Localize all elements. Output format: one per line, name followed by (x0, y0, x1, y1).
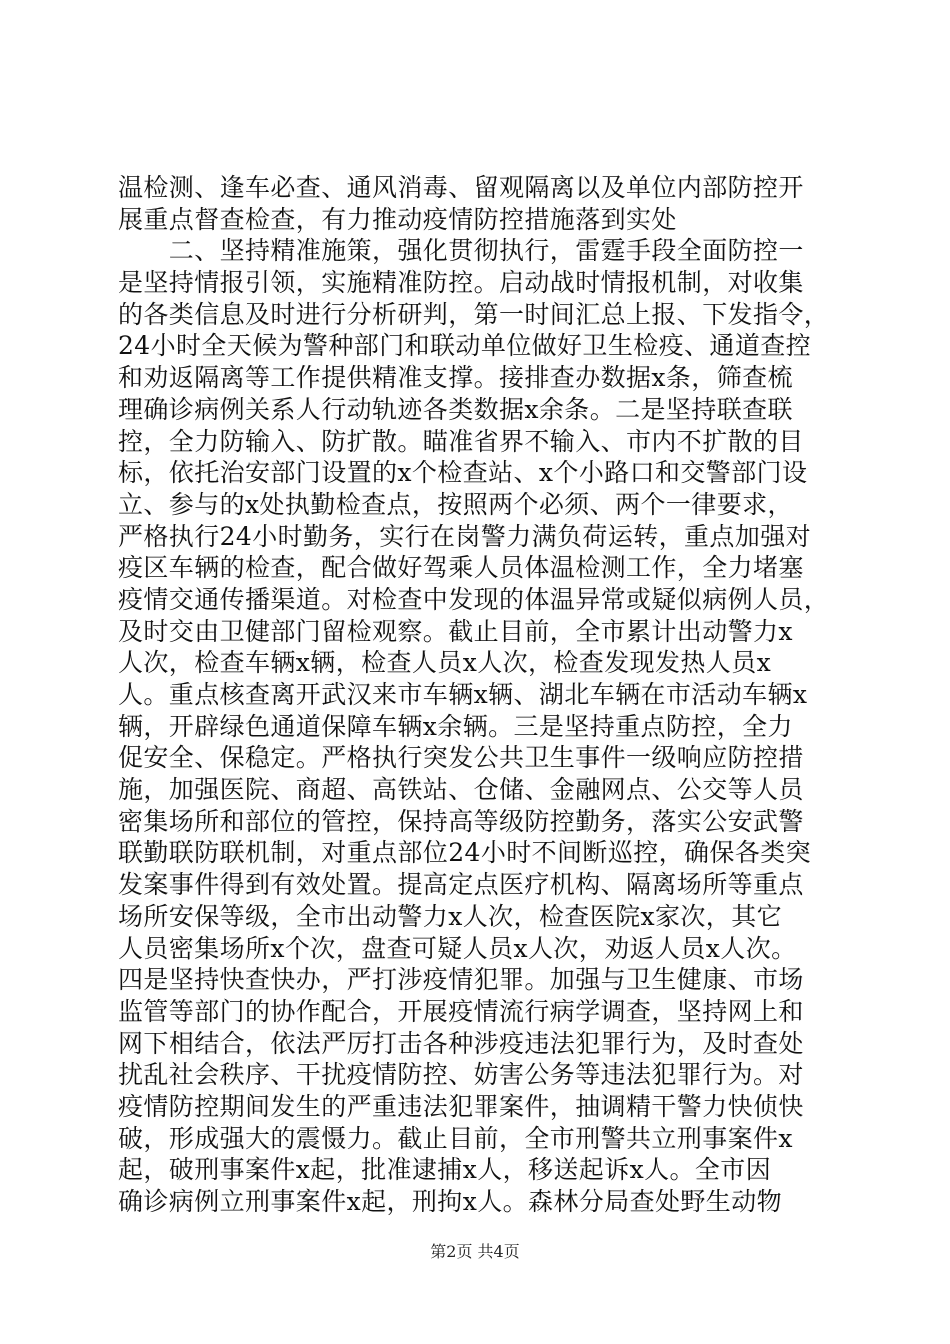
body-text-line: 的各类信息及时进行分析研判，第一时间汇总上报、下发指令， (118, 299, 830, 329)
body-text-line: 网下相结合，依法严厉打击各种涉疫违法犯罪行为，及时查处 (118, 1028, 804, 1058)
document-body (118, 172, 838, 1218)
body-text-line: 控，全力防输入、防扩散。瞄准省界不输入、市内不扩散的目 (118, 426, 804, 456)
body-text-line: 疫区车辆的检查，配合做好驾乘人员体温检测工作，全力堵塞 (118, 553, 804, 583)
body-text-line: 及时交由卫健部门留检观察。截止目前，全市累计出动警力x (118, 616, 793, 646)
body-text-line: 起，破刑事案件x起，批准逮捕x人，移送起诉x人。全市因 (118, 1155, 772, 1185)
body-text-line: 温检测、逢车必查、通风消毒、留观隔离以及单位内部防控开 (118, 173, 804, 202)
body-text-line: 是坚持情报引领，实施精准防控。启动战时情报机制，对收集 (118, 268, 804, 298)
body-text-line: 人次，检查车辆x辆，检查人员x人次，检查发现发热人员x (118, 648, 772, 678)
body-text-line: 密集场所和部位的管控，保持高等级防控勤务，落实公安武警 (118, 806, 804, 836)
body-text-line: 24小时全天候为警种部门和联动单位做好卫生检疫、通道查控 (118, 331, 812, 361)
body-text-line: 疫情防控期间发生的严重违法犯罪案件，抽调精干警力快侦快 (118, 1091, 804, 1121)
body-text-line: 施，加强医院、商超、高铁站、仓储、金融网点、公交等人员 (118, 775, 804, 805)
body-text-line: 二、坚持精准施策，强化贯彻执行，雷霆手段全面防控一 (118, 236, 804, 266)
body-text-line: 严格执行24小时勤务，实行在岗警力满负荷运转，重点加强对 (118, 521, 812, 551)
body-text-line: 促安全、保稳定。严格执行突发公共卫生事件一级响应防控措 (118, 743, 804, 773)
body-text-line: 标，依托治安部门设置的x个检查站、x个小路口和交警部门设 (118, 458, 808, 488)
body-text-line: 联勤联防联机制，对重点部位24小时不间断巡控，确保各类突 (118, 838, 812, 868)
body-text-line: 四是坚持快查快办，严打涉疫情犯罪。加强与卫生健康、市场 (118, 965, 804, 995)
body-text-line: 人。重点核查离开武汉来市车辆x辆、湖北车辆在市活动车辆x (118, 680, 808, 709)
body-text-line: 立、参与的x处执勤检查点，按照两个必须、两个一律要求， (118, 489, 793, 519)
body-text-line: 场所安保等级，全市出动警力x人次，检查医院x家次，其它 (118, 901, 783, 931)
body-text-line: 疫情交通传播渠道。对检查中发现的体温异常或疑似病例人员， (118, 584, 830, 614)
body-text-line: 监管等部门的协作配合，开展疫情流行病学调查，坚持网上和 (118, 996, 804, 1026)
body-text-line: 扰乱社会秩序、干扰疫情防控、妨害公务等违法犯罪行为。对 (118, 1060, 804, 1090)
body-text-line: 和劝返隔离等工作提供精准支撑。接排查办数据x条，筛查梳 (118, 363, 793, 393)
body-text-line: 确诊病例立刑事案件x起，刑拘x人。森林分局查处野生动物 (118, 1187, 783, 1216)
body-text-line: 发案事件得到有效处置。提高定点医疗机构、隔离场所等重点 (118, 870, 804, 900)
body-text-line: 理确诊病例关系人行动轨迹各类数据x余条。二是坚持联查联 (118, 394, 793, 424)
body-text-line: 展重点督查检查，有力推动疫情防控措施落到实处 (118, 204, 677, 234)
page-number-footer: 第2页 共4页 (430, 1242, 520, 1261)
body-text-line: 辆，开辟绿色通道保障车辆x余辆。三是坚持重点防控，全力 (118, 711, 793, 741)
body-text-line: 破，形成强大的震慑力。截止目前，全市刑警共立刑事案件x (118, 1123, 793, 1153)
body-text-line: 人员密集场所x个次，盘查可疑人员x人次，劝返人员x人次。 (118, 933, 797, 963)
